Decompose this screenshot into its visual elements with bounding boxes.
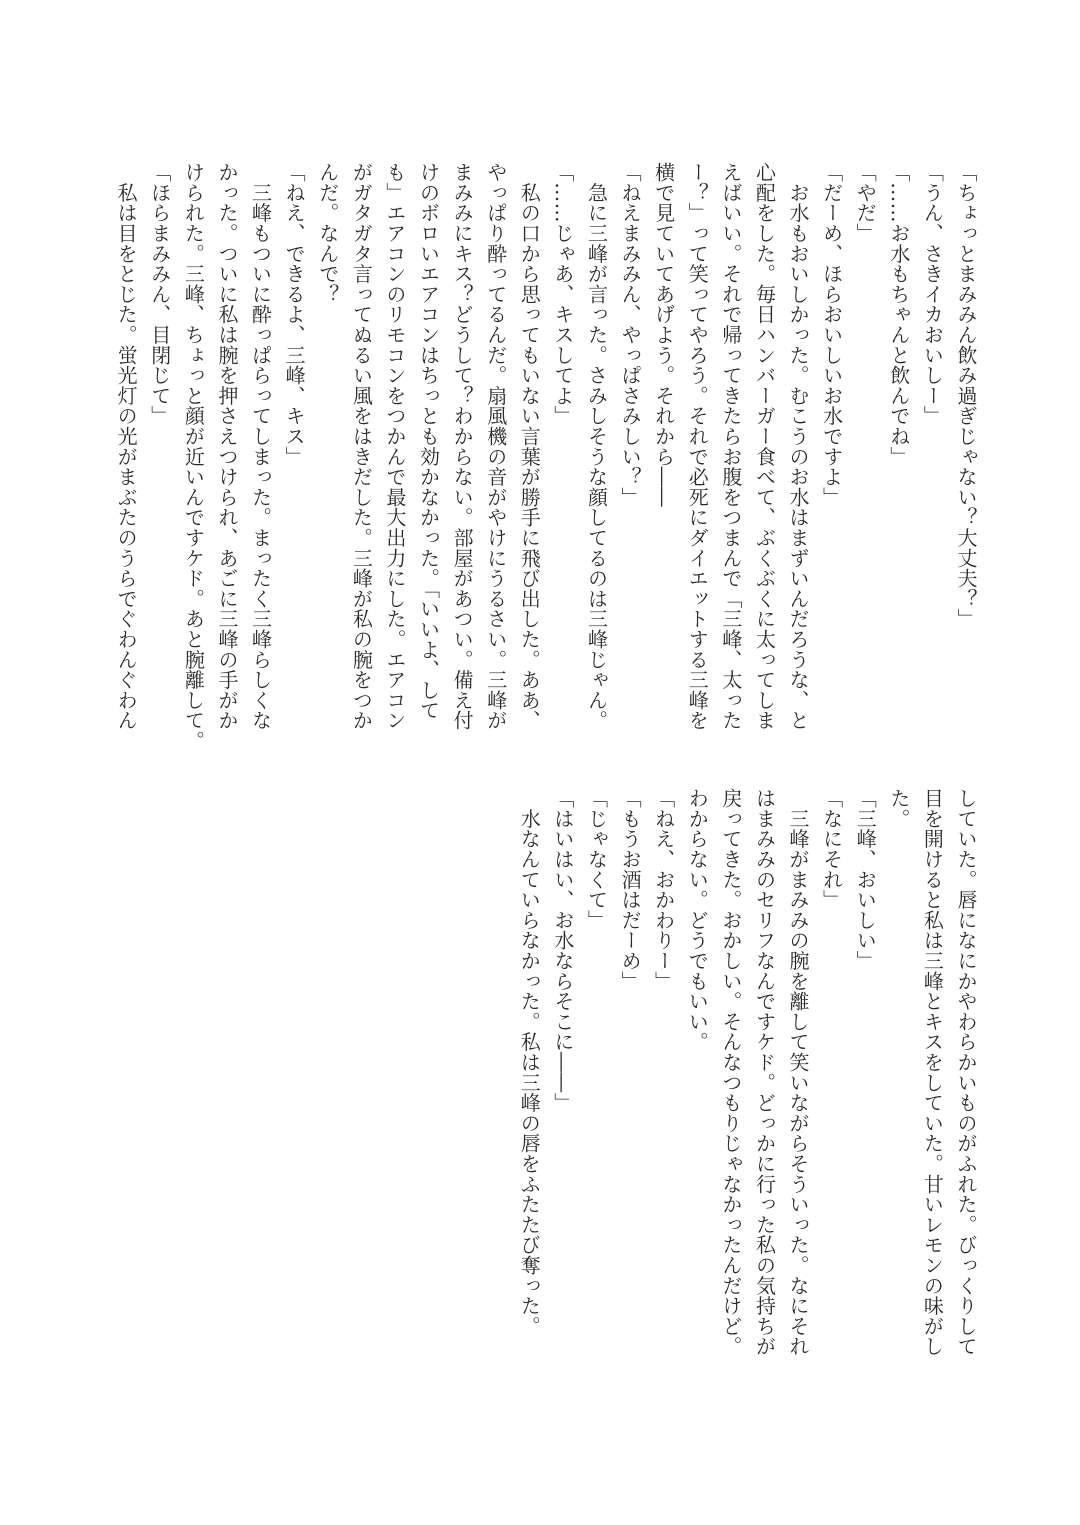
text-column: 「三峰、おいしい」: [853, 788, 878, 971]
text-column: 「……お水もちゃんと飲んでね」: [886, 162, 911, 467]
text-column: けられた。三峰、ちょっと顔が近いんですケド。あと腕離して。: [181, 162, 206, 751]
text-column: 「ほらまみみん、目閉じて」: [147, 162, 172, 426]
text-block-top: [109, 162, 982, 762]
text-column: 「やだ」: [853, 162, 878, 244]
text-column: 「……じゃあ、キスしてよ」: [550, 162, 575, 426]
text-column: 「ねえ、おかわりー」: [651, 788, 676, 991]
text-column: けのボロいエアコンはちっとも効かなかった。「いいよ、して: [416, 162, 441, 721]
text-column: 「じゃなくて」: [584, 788, 609, 931]
text-column: ー？」って笑ってやろう。それで必死にダイエットする三峰を: [685, 162, 710, 731]
text-column: 「うん、さきイカおいしー」: [920, 162, 945, 426]
text-column: 心配をした。毎日ハンバーガー食べて、ぶくぶくに太ってしま: [752, 162, 777, 731]
text-column: 「もうお酒はだーめ」: [618, 788, 643, 991]
text-column: 「はいはい、お水ならそこに――」: [550, 788, 575, 1113]
text-block-bottom: [512, 788, 982, 1388]
text-column: 戻ってきた。おかしい。そんなつもりじゃなかったんだけど。: [718, 788, 743, 1357]
text-column: た。: [886, 788, 911, 829]
text-column: がガタガタ言ってぬるい風をはきだした。三峰が私の腕をつか: [349, 162, 374, 731]
text-column: んだ。なんで？: [315, 162, 340, 305]
text-column: 三峰もついに酔っぱらってしまった。まったく三峰らしくな: [248, 162, 273, 731]
text-column: 急に三峰が言った。さみしそうな顔してるのは三峰じゃん。: [584, 162, 609, 731]
text-column: 三峰がまみみの腕を離して笑いながらそういった。なにそれ: [786, 788, 811, 1357]
text-column: お水もおいしかった。むこうのお水はまずいんだろうな、と: [786, 162, 811, 731]
text-column: わからない。どうでもいい。: [685, 788, 710, 1052]
text-column: も」エアコンのリモコンをつかんで最大出力にした。エアコン: [382, 162, 407, 731]
text-column: 私は目をとじた。蛍光灯の光がまぶたのうらでぐわんぐわん: [114, 162, 139, 731]
text-column: やっぱり酔ってるんだ。扇風機の音がやけにうるさい。三峰が: [483, 162, 508, 731]
text-column: 「ねえまみみん、やっぱさみしい？」: [618, 162, 643, 508]
text-column: えばいい。それで帰ってきたらお腹をつまんで「三峰、太った: [718, 162, 743, 731]
text-column: かった。ついに私は腕を押さえつけられ、あごに三峰の手がか: [214, 162, 239, 731]
text-column: していた。唇になにかやわらかいものがふれた。びっくりして: [954, 788, 978, 1357]
text-column: 目を開けると私は三峰とキスをしていた。甘いレモンの味がし: [920, 788, 945, 1357]
text-column: 私の口から思ってもいない言葉が勝手に飛び出した。ああ、: [517, 162, 542, 731]
text-column: まみみにキス？どうして？わからない。部屋があつい。備え付: [450, 162, 475, 731]
text-column: はまみみのセリフなんですケド。どっかに行った私の気持ちが: [752, 788, 777, 1357]
text-column: 横で見ていてあげよう。それから――: [651, 162, 676, 508]
text-column: 水なんていらなかった。私は三峰の唇をふたたび奪った。: [517, 788, 542, 1337]
text-column: 「だーめ、ほらおいしいお水ですよ」: [819, 162, 844, 508]
text-column: 「ねえ、できるよ、三峰、キス」: [282, 162, 307, 467]
text-column: 「なにそれ」: [819, 788, 844, 910]
text-column: 「ちょっとまみみん飲み過ぎじゃない？大丈夫？」: [954, 162, 978, 629]
